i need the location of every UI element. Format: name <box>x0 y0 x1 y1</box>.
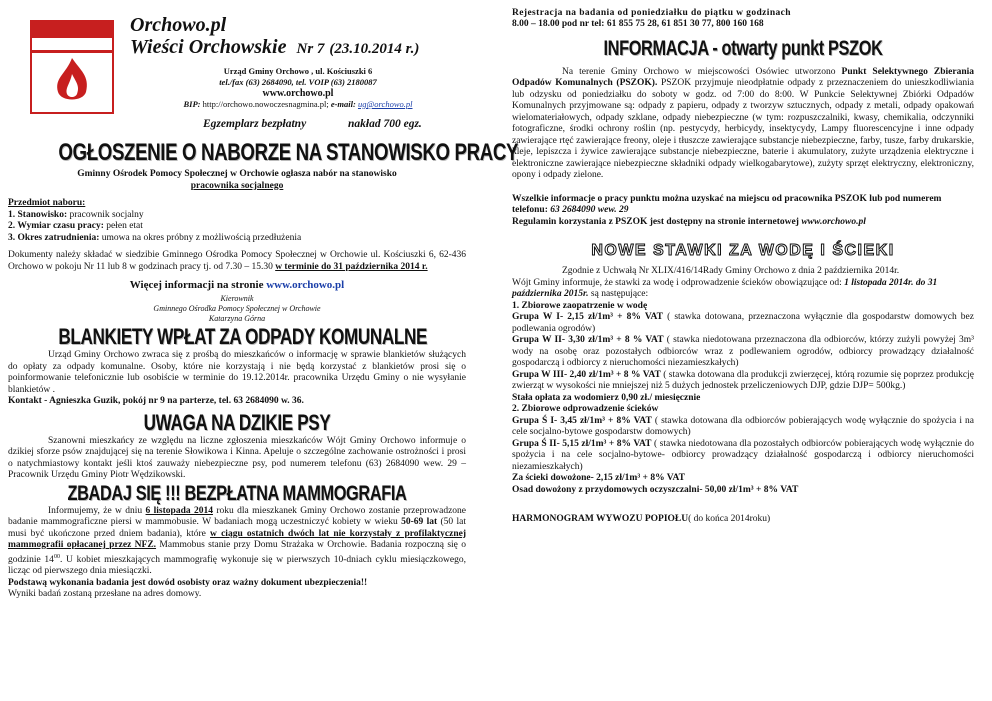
job-item-1: 1. Stanowisko: pracownik socjalny <box>8 209 144 220</box>
pszok-info: Wszelkie informacje o pracy punktu można uzyskać na miejscu od pracownika PSZOK lub pod numerem telefonu: 63 2684090 wew. 29 <box>512 193 942 215</box>
job-documents: Dokumenty należy składać w siedzibie Gminnego Ośrodka Pomocy Społecznej w Orchowie ul. Kościuszki 6, 62-436 Orchowo w pokoju Nr 11 lub 8 w godzinach pracy tj. od 7.30 – 15.30 w terminie do 31 października 2014 r. <box>8 250 466 272</box>
job-position: pracownika socjalnego <box>190 180 284 191</box>
rate-w2: Grupa W II- 3,30 zł/1m³ + 8 % VAT ( stawka niedotowana przeznaczona dla odbiorców, którzy zużyli powyżej 3m³ wody na osobę oraz pozostałych odbiorców wraz z podlewaniem ogrodów, odbiorcy prowadzący działalność gospodarczą i odbiorcy z nieruchomości niezamieszkałych) <box>512 335 975 368</box>
job-item-3: 3. Okres zatrudnienia: umowa na okres próbny z możliwością przedłużenia <box>8 232 302 243</box>
water-heading: NOWE STAWKI ZA WODĘ I ŚCIEKI <box>591 242 895 259</box>
left-column <box>8 0 519 601</box>
signature-office: Gminnego Ośrodka Pomocy Społecznej w Orchowie <box>153 304 321 313</box>
site-name: Orchowo.pl <box>130 14 227 36</box>
rate-w1: Grupa W I- 2,15 zł/1m³ + 8% VAT ( stawka dotowana, przeznaczona wyłącznie dla gospodarstw domowych bez podlewania ogrodów) <box>512 312 974 334</box>
signature-name: Katarzyna Górna <box>208 314 266 323</box>
rate-w3: Grupa W III- 2,40 zł/1m³ + 8 % VAT ( stawka dotowana dla produkcji zwierzęcej, którą rozumie się poprzez produkcję zwierząt w wysokości nie mniejszej niż 5 dużych jednostek przeliczeniowych DJP, gdzie DJP= 500kg.) <box>512 369 974 391</box>
job-subject-label: Przedmiot naboru: <box>8 198 86 208</box>
signature-title: Kierownik <box>220 294 254 303</box>
mammo-results: Wyniki badań zostaną przesłane na adres domowy. <box>8 589 202 600</box>
job-lead: Gminny Ośrodek Pomocy Społecznej w Orchowie ogłasza nabór na stanowisko <box>77 169 397 179</box>
dogs-heading: UWAGA NA DZIKIE PSY <box>143 409 331 435</box>
sewage-title: 2. Zbiorowe odprowadzenie ścieków <box>512 404 659 414</box>
registration-phones: 8.00 – 18.00 pod nr tel: 61 855 75 28, 61 851 30 77, 800 160 168 <box>512 19 764 29</box>
print-run-label: nakład 700 egz. <box>348 118 422 130</box>
delivered-sewage-rate: Za ścieki dowożone- 2,15 zł/1m³ + 8% VAT <box>512 473 685 483</box>
job-heading: OGŁOSZENIE O NABORZE NA STANOWISKO PRACY <box>58 139 519 166</box>
free-copy-label: Egzemplarz bezpłatny <box>203 118 307 130</box>
job-more-info: Więcej informacji na stronie www.orchowo.pl <box>129 279 345 291</box>
pszok-rules: Regulamin korzystania z PSZOK jest dostępny na stronie internetowej www.orchowo.pl <box>512 216 866 227</box>
mammo-basis: Podstawą wykonania badania jest dowód osobisty oraz ważny dokument ubezpieczenia!! <box>8 577 368 588</box>
water-intro-2: Wójt Gminy informuje, że stawki za wodę i odprowadzenie ścieków obowiązujące od: 1 listopada 2014r. do 31 października 2015r. są następujące: <box>512 277 938 299</box>
waste-forms-body: Urząd Gminy Orchowo zwraca się z prośbą do mieszkańców o informację w sprawie blankietów służących do opłaty za odpady komunalne. Osoby, które nie korzystają i nie będą korzystać z blankietów prosi się o poinformowanie telefonicznie lub osobiście w terminie do 19.12.2014r. pracownika Urzędu Gminy o nie wysyłanie blankietów . <box>8 350 466 395</box>
office-address: Urząd Gminy Orchowo , ul. Kościuszki 6 tel./fax (63) 2684090, tel. VOIP (63) 2180087 www.orchowo.pl BIP: http://orchowo.nowoczesnagmina.pl; e-mail: ug@orchowo.pl <box>183 66 413 109</box>
newsletter-title: Wieści Orchowskie Nr 7 (23.10.2014 r.) <box>130 36 420 58</box>
masthead <box>8 0 466 145</box>
rate-s2: Grupa Ś II- 5,15 zł/1m³ + 8% VAT ( stawka niedotowana dla pozostałych odbiorców pobierających wodę wyłącznie do spożycia i na cele socjalno-bytowe- odbiorcy prowadzący działalność gospodarczą i odbiorcy nieruchomości niezamieszkałych) <box>512 438 974 472</box>
meter-fee: Stała opłata za wodomierz 0,90 zł./ miesięcznie <box>512 392 701 403</box>
flame-icon <box>50 56 94 106</box>
pszok-body: Na terenie Gminy Orchowo w miejscowości Osówiec utworzono Punkt Selektywnego Zbierania Odpadów Komunalnych (PSZOK). PSZOK przyjmuje nieodpłatnie odpady z przeznaczeniem do unieszkodliwiania lub odzysku od poniedziałku do soboty w godz. od 7:00 do 8:00. W Punkcie Selektywnej Zbiórki Odpadów Komunalnych przyjmowane są: odpady z papieru, odpady z tworzyw sztucznych, odpady z metali, odpady opakowań wielomateriałowych, odpady szklane, odpady niebezpieczne (w tym: rozpuszczalniki, kwasy, chemikalia, odczynniki fotograficzne, środki ochrony roślin (np. pestycydy, herbicydy, insektycydy, Lampy fluorescencyjne i inne odpady zawierające rtęć zawierające freony, oleje i tłuszcze zawierające substancje niebezpieczne, farby, tusze, farby drukarskie, kleje, lepiszcza i żywice zawierające substancje niebezpieczne, baterie i akumulatory, zużyte urządzenia elektryczne i elektroniczne zawierające niebezpieczne składniki odpady wielkogabarytowe), zużyty sprzęt elektryczny, elektroniczny, opony i odpady zielone. <box>512 66 974 180</box>
waste-forms-heading: BLANKIETY WPŁAT ZA ODPADY KOMUNALNE <box>58 324 428 349</box>
orchowo-link[interactable]: www.orchowo.pl <box>266 279 345 291</box>
orchowo-crest-logo <box>30 20 114 114</box>
right-column <box>512 0 974 526</box>
job-item-2: 2. Wymiar czasu pracy: pełen etat <box>8 221 143 231</box>
email-link[interactable]: ug@orchowo.pl <box>357 99 413 109</box>
dogs-body: Szanowni mieszkańcy ze względu na liczne zgłoszenia mieszkańców Wójt Gminy Orchowo informuje o dzikiej sforze psów znajdującej się na terenie Słowikowa i Kinna. Apeluje o szczególne zachowanie ostrożności i prosi o natychmiastowy kontakt jeśli ktoś zauważy niebezpieczne psy, pod numerem telefonu (63) 2684090 wew. 29 – Pracownik Urzędu Gminy Piotr Wędzikowski. <box>8 435 466 480</box>
ash-schedule-title: HARMONOGRAM WYWOZU POPIOŁU( do końca 2014roku) <box>512 514 771 524</box>
sludge-rate: Osad dowożony z przydomowych oczyszczalni- 50,00 zł/1m³ + 8% VAT <box>512 484 799 495</box>
bip-link[interactable]: http://orchowo.nowoczesnagmina.pl; <box>202 99 329 109</box>
mammo-heading: ZBADAJ SIĘ !!! BEZPŁATNA MAMMOGRAFIA <box>67 481 407 505</box>
pszok-heading: INFORMACJA - otwarty punkt PSZOK <box>603 36 883 60</box>
registration-line: Rejestracja na badania od poniedziałku do piątku w godzinach <box>512 8 791 18</box>
water-supply-title: 1. Zbiorowe zaopatrzenie w wodę <box>512 300 648 311</box>
water-intro: Zgodnie z Uchwałą Nr XLIX/416/14Rady Gminy Orchowo z dnia 2 października 2014r. <box>562 266 900 276</box>
waste-forms-contact: Kontakt - Agnieszka Guzik, pokój nr 9 na parterze, tel. 63 2684090 w. 36. <box>8 396 304 406</box>
rate-s1: Grupa Ś I- 3,45 zł/1m³ + 8% VAT ( stawka dotowana dla odbiorców pobierających wodę wyłącznie do spożycia i na cele socjalno-bytowe gospodarstw domowych) <box>512 415 974 437</box>
mammo-body: Informujemy, że w dniu 6 listopada 2014 roku dla mieszkanek Gminy Orchowo zostanie przeprowadzone badanie mammograficzne piersi w mammobusie. W badaniach mogą uczestniczyć kobiety w wieku 50-69 lat (50 lat musi być ukończone przed dniem badania), które w ciągu ostatnich dwóch lat nie korzystały z profilaktycznej mammografii opłacanej przez NFZ. Mammobus stanie przy Domu Strażaka w Orchowie. Badania rozpoczną się o godzinie $14^{00}$. U kobiet mieszkających mammografię wykonuje się w pierwszych 10-dniach cyklu miesiączkowego, licząc od pierwszego dnia miesiączki. <box>8 505 467 577</box>
